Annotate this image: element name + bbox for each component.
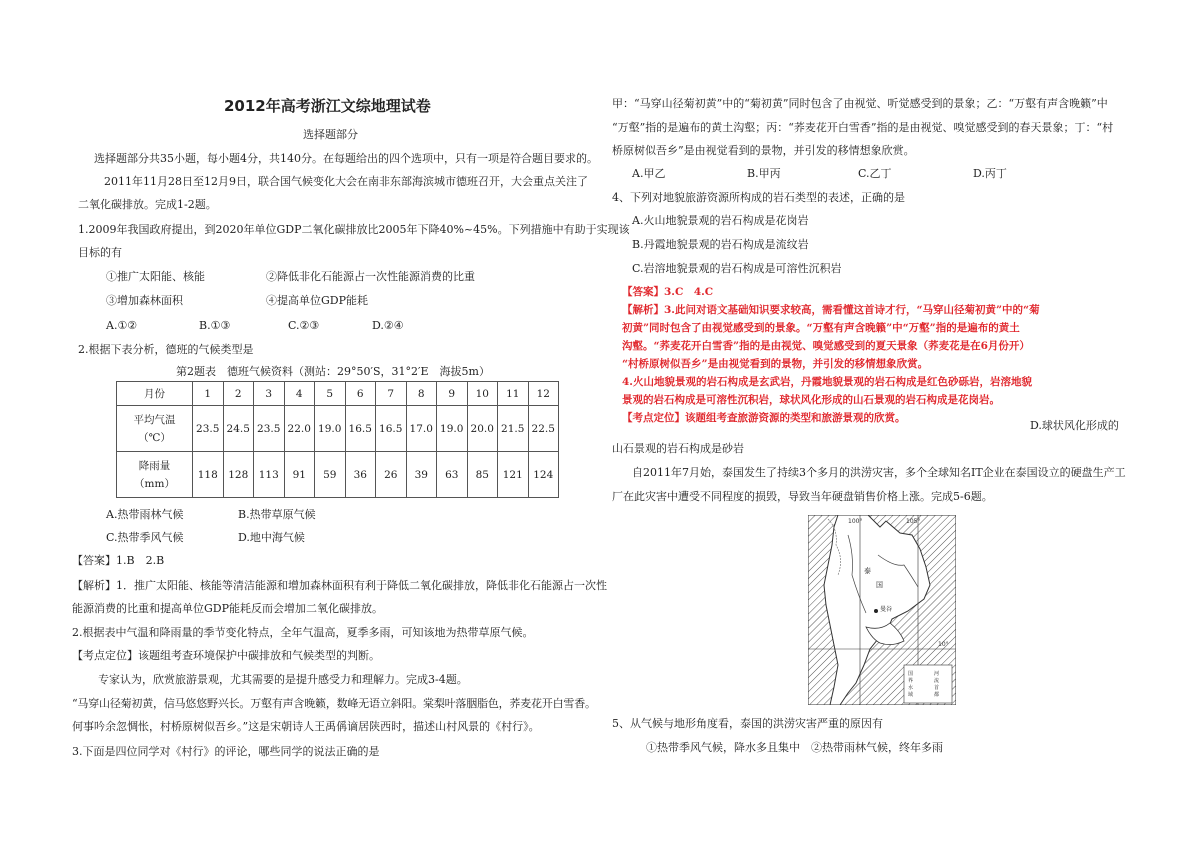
q4-option-d-line2: 山石景观的岩石构成是砂岩 [612,442,744,455]
context-3-4-line3: 何事吟余忽惆怅，村桥原树似吾乡。”这是宋朝诗人王禹偁谪居陕西时，描述山村风景的《村行》。 [72,720,540,733]
table-cell: 16.5 [376,406,407,452]
map-legend-char: 水 [908,685,914,691]
q3-stem: 3.下面是四位同学对《村行》的评论，哪些同学的说法正确的是 [72,745,380,758]
table-cell: 85 [467,452,498,498]
q1-stem-line2: 目标的有 [78,246,122,259]
q4-option-a: A.火山地貌景观的岩石构成是花岗岩 [632,214,809,227]
map-label-tai: 泰 [864,567,871,575]
q1-option-b: B.①③ [199,319,231,332]
table-cell: 4 [284,382,315,406]
table-cell: 8 [406,382,437,406]
q3-option-d: D.丙丁 [973,167,1007,180]
red-answer-3-4: 【答案】3.C 4.C [622,286,714,298]
red-analysis-line4: “村桥原树似吾乡”是由视觉看到的景物，并引发的移情想象欣赏。 [622,358,929,370]
q5-stem: 5、从气候与地形角度看，泰国的洪涝灾害严重的原因有 [612,717,883,730]
page-title: 2012年高考浙江文综地理试卷 [224,97,431,115]
table-header-month: 月份 [117,382,193,406]
q2-option-d: D.地中海气候 [238,531,305,544]
table-cell: 21.5 [498,406,529,452]
map-lat-label-10: 10° [938,641,949,648]
table-row-temperature [117,406,559,452]
q4-stem: 4、下列对地貌旅游资源所构成的岩石类型的表述，正确的是 [612,191,905,204]
context-3-4-line1: 专家认为，欣赏旅游景观，尤其需要的是提升感受力和理解力。完成3-4题。 [98,673,468,686]
q1-option-d: D.②④ [372,319,404,332]
map-legend-char: 界 [908,678,914,684]
table-cell: 19.0 [315,406,346,452]
q1-item-4: ④提高单位GDP能耗 [266,294,369,307]
context-5-6-line2: 厂在此灾害中遭受不同程度的损毁，导致当年硬盘销售价格上涨。完成5-6题。 [612,490,993,503]
q1-option-c: C.②③ [288,319,320,332]
q4-option-d-line1: D.球状风化形成的 [1030,419,1119,432]
q1-stem-line1: 1.2009年我国政府提出，到2020年单位GDP二氧化碳排放比2005年下降40%~45%。下列措施中有助于实现该 [78,223,630,236]
q1-item-2: ②降低非化石能源占一次性能源消费的比重 [266,270,475,283]
red-analysis-line6: 景观的岩石构成是可溶性沉积岩，球状风化形成的山石景观的岩石构成是花岗岩。 [622,394,1000,406]
table-cell: 1 [193,382,224,406]
table-cell: 59 [315,452,346,498]
map-legend-char: 流 [934,678,940,684]
climate-table [116,381,559,498]
q3-option-a: A.甲乙 [632,167,666,180]
section-heading: 选择题部分 [303,128,358,141]
q5-items: ①热带季风气候，降水多且集中 ②热带雨林气候，终年多雨 [646,741,943,754]
red-kaodian: 【考点定位】该题组考查旅游资源的类型和旅游景观的欣赏。 [622,412,906,424]
answer-analysis-red [612,286,1040,426]
table-cell: 63 [437,452,468,498]
q3-cont-line2: “万壑”指的是遍布的黄土沟壑；丙：“荞麦花开白雪香”指的是由视觉、嗅觉感受到的春天景象；丁：“村 [612,121,1114,134]
table-cell: 39 [406,452,437,498]
table-cell: 11 [498,382,529,406]
table-cell: 128 [223,452,254,498]
q1-item-1: ①推广太阳能、核能 [106,270,205,283]
map-legend-char: 河 [934,671,940,677]
red-analysis-line1: 【解析】3.此问对语文基础知识要求较高，需看懂这首诗才行，“马穿山径菊初黄”中的“菊 [622,304,1040,316]
table-cell: 124 [528,452,559,498]
table-cell: 7 [376,382,407,406]
analysis-1-2-line4: 【考点定位】该题组考查环境保护中碳排放和气候类型的判断。 [72,649,380,662]
table-cell: 22.5 [528,406,559,452]
table-caption: 第2题表 德班气候资料（测站：29°50′S，31°2′E 海拔5m） [176,365,490,378]
map-label-bangkok: 曼谷 [880,606,893,613]
table-cell: 118 [193,452,224,498]
context-3-4-line2: “马穿山径菊初黄，信马悠悠野兴长。万壑有声含晚籁，数峰无语立斜阳。棠梨叶落胭脂色，荞麦花开白雪香。 [72,697,596,710]
table-row-months [117,382,559,406]
table-cell: 6 [345,382,376,406]
table-cell: 19.0 [437,406,468,452]
red-analysis-line3: 沟壑。“荞麦花开白雪香”指的是由视觉、嗅觉感受到的夏天景象（荞麦花是在6月份开） [622,340,1030,352]
q2-option-b: B.热带草原气候 [238,508,316,521]
rain-label-line1: 降雨量 [138,459,171,472]
map-label-guo: 国 [876,581,883,589]
temp-label-line1: 平均气温 [133,413,176,426]
q3-cont-line1: 甲：“马穿山径菊初黄”中的“菊初黄”同时包含了由视觉、听觉感受到的景象；乙：“万壑有声含晚籁”中 [612,97,1108,110]
table-cell: 2 [223,382,254,406]
table-cell: 17.0 [406,406,437,452]
table-cell: 23.5 [193,406,224,452]
q1-item-3: ③增加森林面积 [106,294,183,307]
table-header-temperature [117,406,193,452]
q3-option-b: B.甲丙 [747,167,781,180]
thailand-map [808,515,956,705]
q2-option-a: A.热带雨林气候 [106,508,184,521]
table-cell: 22.0 [284,406,315,452]
q4-option-c: C.岩溶地貌景观的岩石构成是可溶性沉积岩 [632,262,842,275]
map-legend-char: 都 [934,692,940,698]
map-legend-char: 国 [908,671,914,677]
context-1-2-line2: 二氧化碳排放。完成1-2题。 [78,198,217,211]
table-row-rainfall [117,452,559,498]
table-header-rainfall [117,452,193,498]
table-cell: 9 [437,382,468,406]
answer-1-2: 【答案】1.B 2.B [72,554,165,567]
rain-label-line2: （mm） [134,477,175,490]
q2-option-c: C.热带季风气候 [106,531,184,544]
red-analysis-line2: 初黄”同时包含了由视觉感受到的景象。“万壑有声含晚籁”中“万壑”指的是遍布的黄土 [622,322,1020,334]
map-bangkok-marker [874,609,878,613]
map-lon-label-105: 105° [906,518,921,525]
analysis-1-2-line3: 2.根据表中气温和降雨量的季节变化特点，全年气温高，夏季多雨，可知该地为热带草原气候。 [72,626,534,639]
table-cell: 91 [284,452,315,498]
map-legend-char: 首 [934,685,940,691]
table-cell: 3 [254,382,285,406]
table-cell: 20.0 [467,406,498,452]
red-analysis-line5: 4.火山地貌景观的岩石构成是玄武岩，丹霞地貌景观的岩石构成是红色砂砾岩，岩溶地貌 [622,376,1032,388]
analysis-1-2-line1: 【解析】1．推广太阳能、核能等清洁能源和增加森林面积有利于降低二氧化碳排放，降低非化石能源占一次性 [72,579,607,592]
q2-stem: 2.根据下表分析，德班的气候类型是 [78,343,254,356]
q4-option-b: B.丹霞地貌景观的岩石构成是流纹岩 [632,238,809,251]
table-cell: 5 [315,382,346,406]
map-lon-label-100: 100° [848,518,863,525]
table-cell: 16.5 [345,406,376,452]
context-1-2-line1: 2011年11月28日至12月9日，联合国气候变化大会在南非东部海滨城市德班召开，大会重点关注了 [104,175,588,188]
q3-option-c: C.乙丁 [858,167,892,180]
context-5-6-line1: 自2011年7月始，泰国发生了持续3个多月的洪涝灾害，多个全球知名IT企业在泰国设立的硬盘生产工 [632,466,1126,479]
table-cell: 26 [376,452,407,498]
q1-option-a: A.①② [106,319,138,332]
intro-text: 选择题部分共35小题，每小题4分，共140分。在每题给出的四个选项中，只有一项是符合题目要求的。 [94,152,598,165]
q3-cont-line3: 桥原树似吾乡”是由视觉看到的景物，并引发的移情想象欣赏。 [612,144,915,157]
table-cell: 24.5 [223,406,254,452]
table-cell: 113 [254,452,285,498]
temp-label-line2: （℃） [138,431,171,444]
table-cell: 36 [345,452,376,498]
map-legend-char: 域 [908,692,914,698]
analysis-1-2-line2: 能源消费的比重和提高单位GDP能耗反而会增加二氧化碳排放。 [72,602,384,615]
table-cell: 10 [467,382,498,406]
table-cell: 12 [528,382,559,406]
table-cell: 23.5 [254,406,285,452]
table-cell: 121 [498,452,529,498]
